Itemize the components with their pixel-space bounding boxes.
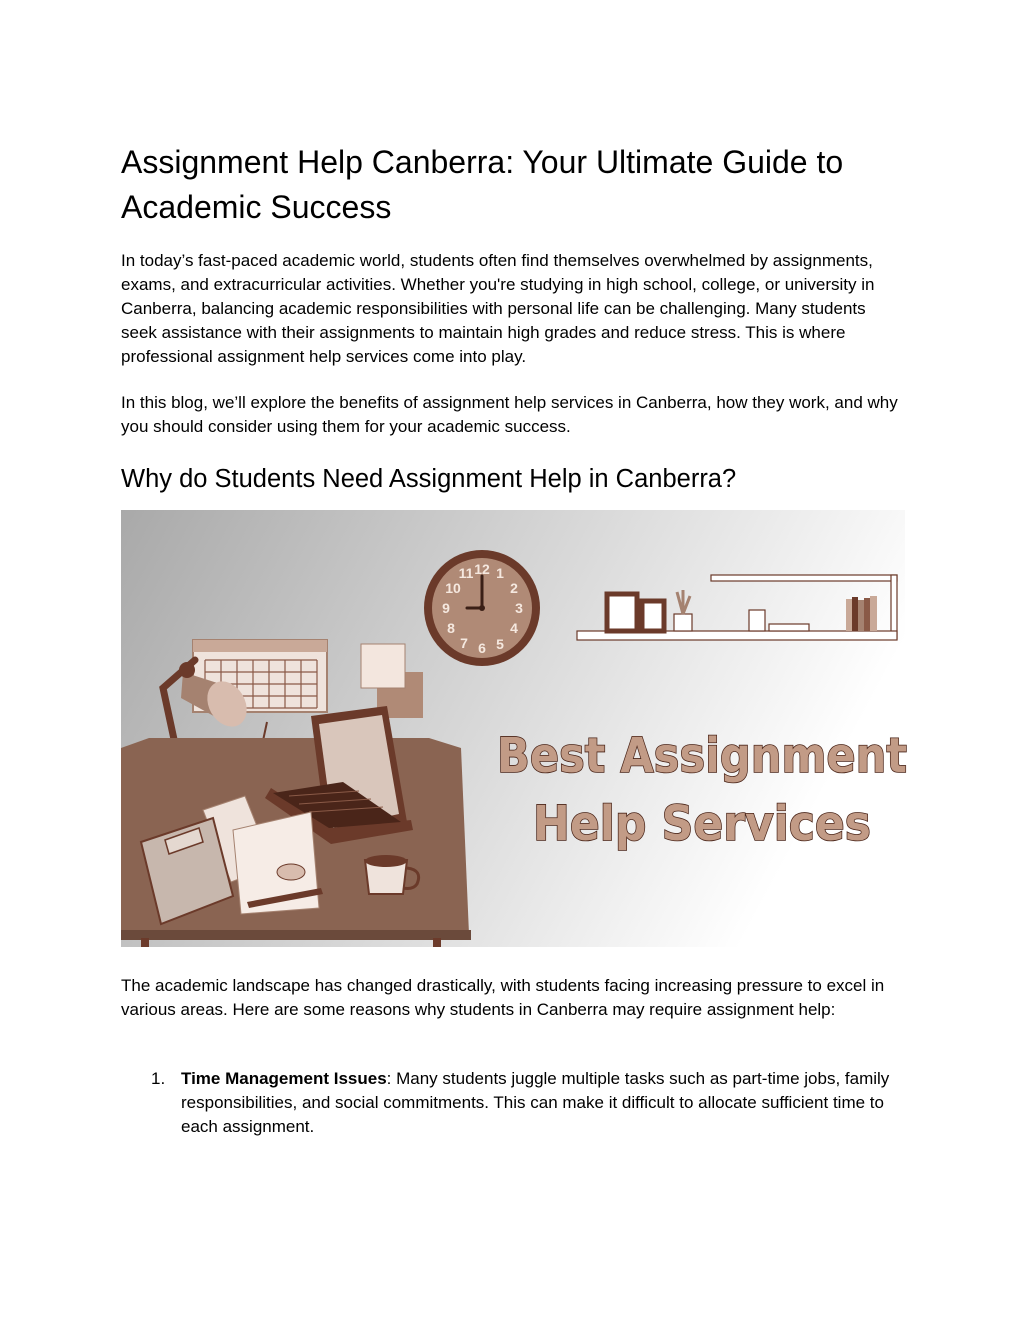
list-number: 1. [151,1069,166,1088]
landscape-paragraph: The academic landscape has changed drastically, with students facing increasing pressure to excel in various areas. Here are some reasons why students in Canberra may require assignment help: [121,976,885,1019]
clock-icon [424,550,540,666]
reason-title: Time Management Issues [181,1069,387,1088]
clock-number: 5 [496,636,504,652]
clock-number: 2 [510,580,518,596]
eraser [277,864,305,880]
intro-paragraph: In today’s fast-paced academic world, students often find themselves overwhelmed by assignments, exams, and extracurricular activities. Whether you're studying in high school, college, or university in Canberra, balancing academic responsibilities with personal life can be challenging. Many students seek assistance with their assignments to maintain high grades and reduce stress. This is where professional assignment help services come into play. [121,251,875,366]
clock-number: 3 [515,600,523,616]
section-heading: Why do Students Need Assignment Help in Canberra? [121,465,737,493]
clock-number: 9 [442,600,450,616]
hero-headline-line2: Help Services [533,796,871,852]
list-item [121,1067,906,1139]
hero-illustration [121,510,905,947]
clock-number: 1 [496,565,504,581]
clock-number: 6 [478,640,486,656]
hero-headline-line1: Best Assignment [497,728,907,784]
clock-number: 8 [447,620,455,636]
clock-number: 12 [474,561,490,577]
page-title: Assignment Help Canberra: Your Ultimate Guide to Academic Success [121,144,844,225]
blog-paragraph: In this blog, we’ll explore the benefits of assignment help services in Canberra, how they work, and why you should consider using them for your academic success. [121,393,898,436]
sticky-note [361,644,405,688]
reasons-list [121,1067,906,1139]
clock-number: 11 [458,565,474,581]
clock-number: 10 [445,580,461,596]
clock-number: 4 [510,620,518,636]
clock-number: 7 [460,635,468,651]
reason-text: : Many students juggle multiple tasks such as part-time jobs, family responsibilities, and social commitments. This can make it difficult to allocate sufficient time to each assignment. [181,1069,890,1136]
